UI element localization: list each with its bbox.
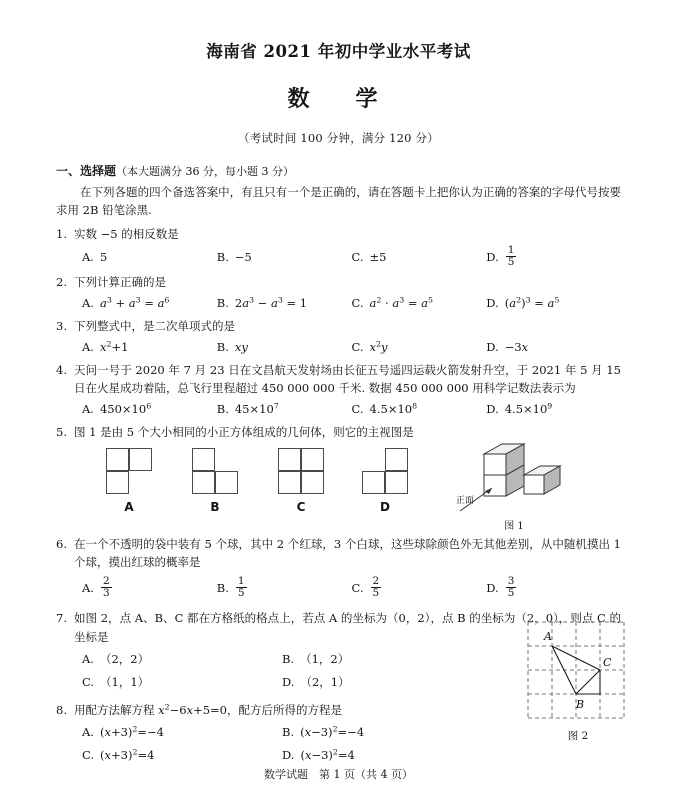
option-label: C. xyxy=(82,747,95,762)
option-value: −3x xyxy=(504,339,529,354)
section-instructions xyxy=(56,179,621,220)
question-5-figures xyxy=(56,444,621,534)
shape-cell xyxy=(215,471,238,494)
option-1-a[interactable] xyxy=(82,245,217,268)
question-6-options xyxy=(56,571,621,599)
option-value: $45\times 10^7$ xyxy=(234,401,279,416)
fraction-numerator: 2 xyxy=(102,575,110,588)
option-value: ±5 xyxy=(369,249,387,264)
option-6-b[interactable] xyxy=(217,576,352,599)
option-7-b[interactable] xyxy=(282,650,482,668)
question-3-options xyxy=(56,336,621,356)
option-2-a[interactable] xyxy=(82,294,217,312)
option-label: B. xyxy=(216,295,229,310)
subject-title: 数 学 xyxy=(287,86,390,112)
option-label: A. xyxy=(82,652,94,667)
shape-cell xyxy=(278,471,301,494)
question-7-text: 如图 2，点 A、B、C 都在方格纸的格点上，若点 A 的坐标为（0，2），点 B 的坐标为（2，0），则点 C 的坐标是 xyxy=(74,611,621,644)
option-value: $2a^3 - a^3 = 1$ xyxy=(234,295,308,310)
question-8-options-row-2 xyxy=(56,742,482,764)
option-8-b[interactable] xyxy=(282,723,482,741)
option-label: B. xyxy=(216,580,229,595)
option-value: （1，2） xyxy=(300,652,350,667)
option-label: B. xyxy=(216,339,229,354)
fraction-numerator: 1 xyxy=(507,244,515,257)
shape-cell xyxy=(192,471,215,494)
option-label: D. xyxy=(486,401,499,416)
fraction xyxy=(506,576,517,599)
option-4-c[interactable] xyxy=(352,400,487,418)
option-label: D. xyxy=(282,747,295,762)
question-2-number: 2. xyxy=(56,275,67,290)
option-6-c[interactable] xyxy=(352,576,487,599)
option-label: B. xyxy=(282,725,295,740)
option-label: D. xyxy=(282,674,295,689)
option-label: D. xyxy=(486,249,499,264)
fraction xyxy=(236,576,247,599)
instructions-text: 在下列各题的四个备选答案中，有且只有一个是正确的，请在答题卡上把你认为正确的答案的字母代号按要求用 2B 铅笔涂黑. xyxy=(56,184,621,218)
question-4-stem xyxy=(56,361,621,398)
option-value: $a^3 + a^3 = a^6$ xyxy=(99,295,170,310)
shape-cell xyxy=(106,471,129,494)
question-6-stem xyxy=(56,535,621,572)
question-3-stem xyxy=(56,317,621,335)
option-6-d[interactable] xyxy=(486,576,621,599)
option-value: $(x+3)^2=-4$ xyxy=(99,725,164,740)
option-label: A. xyxy=(82,580,94,595)
exam-note: （考试时间 100 分钟，满分 120 分） xyxy=(238,130,439,145)
option-label: A. xyxy=(82,295,94,310)
question-4-text: 天问一号于 2020 年 7 月 23 日在文昌航天发射场由长征五号遥四运载火箭发射升空，于 2021 年 5 月 15 日在火星成功着陆，总飞行里程超过 450 000 000 千米. 数据 450 000 000 用科学记数法表示为 xyxy=(74,363,621,396)
fraction-numerator: 2 xyxy=(372,575,380,588)
shape-option-a[interactable] xyxy=(106,448,152,517)
solid-figure-1 xyxy=(454,436,574,535)
option-label: A. xyxy=(82,725,94,740)
question-5 xyxy=(56,418,621,533)
shape-label-b: B xyxy=(210,499,220,514)
option-label: C. xyxy=(351,339,364,354)
option-value: （2，2） xyxy=(99,652,150,667)
option-label: B. xyxy=(216,401,229,416)
coordinate-grid-icon xyxy=(524,618,632,722)
question-5-text: 图 1 是由 5 个大小相同的小正方体组成的几何体，则它的主视图是 xyxy=(74,425,414,440)
question-7-options-row-2 xyxy=(56,669,482,691)
option-4-a[interactable] xyxy=(82,400,217,418)
option-label: C. xyxy=(351,249,364,264)
shape-label-d: D xyxy=(380,499,390,514)
figure-1-caption: 图 1 xyxy=(504,520,524,532)
option-value: $(x-3)^2=4$ xyxy=(300,747,355,762)
shape-option-b[interactable] xyxy=(192,448,238,517)
question-1 xyxy=(56,220,621,268)
question-5-number: 5. xyxy=(56,425,67,440)
fraction-denominator: 5 xyxy=(507,256,515,269)
option-value: −5 xyxy=(234,249,252,264)
option-value: $a^2 \cdot a^3 = a^5$ xyxy=(369,295,433,310)
option-label: B. xyxy=(282,652,295,667)
option-label: C. xyxy=(351,295,364,310)
option-label: A. xyxy=(82,339,94,354)
option-3-a[interactable] xyxy=(82,338,217,356)
option-6-a[interactable] xyxy=(82,576,217,599)
option-8-c[interactable] xyxy=(82,746,282,764)
exam-title: 海南省 2021 年初中学业水平考试 xyxy=(206,42,471,61)
question-7-number: 7. xyxy=(56,611,67,626)
fraction xyxy=(371,576,382,599)
question-6-text: 在一个不透明的袋中装有 5 个球，其中 2 个红球，3 个白球，这些球除颜色外无其他差别，从中随机摸出 1 个球，摸出红球的概率是 xyxy=(74,536,621,569)
option-value: $x^2+1$ xyxy=(99,339,129,354)
front-view-label: 正面 xyxy=(456,495,475,506)
option-1-d[interactable] xyxy=(486,245,621,268)
option-value: （2，1） xyxy=(300,674,350,689)
fraction xyxy=(506,245,517,268)
option-1-b[interactable] xyxy=(217,245,352,268)
option-3-d[interactable] xyxy=(486,338,621,356)
section-heading xyxy=(56,146,621,179)
option-8-d[interactable] xyxy=(282,746,482,764)
option-3-b[interactable] xyxy=(217,338,352,356)
fraction-denominator: 5 xyxy=(372,587,380,600)
figure-2-caption: 图 2 xyxy=(567,730,589,742)
shape-label-c: C xyxy=(296,499,306,514)
question-1-options xyxy=(56,243,621,268)
option-label: A. xyxy=(82,249,94,264)
question-8-options-row-1 xyxy=(56,719,482,741)
point-label-b: B xyxy=(576,698,585,711)
shape-cell xyxy=(129,448,152,471)
question-3 xyxy=(56,312,621,356)
section-meta: （本大题满分 36 分，每小题 3 分） xyxy=(116,164,294,178)
shape-cell xyxy=(278,448,301,471)
option-value: （1，1） xyxy=(100,674,150,689)
option-7-a[interactable] xyxy=(82,650,282,668)
question-2-options xyxy=(56,292,621,312)
shape-option-d[interactable] xyxy=(362,448,408,517)
option-label: A. xyxy=(82,401,94,416)
fraction-denominator: 3 xyxy=(102,587,110,600)
section-label: 一、选择题 xyxy=(56,163,117,178)
question-4 xyxy=(56,356,621,418)
option-4-d[interactable] xyxy=(486,400,621,418)
point-label-c: C xyxy=(603,656,612,669)
shape-cell xyxy=(385,448,408,471)
option-4-b[interactable] xyxy=(217,400,352,418)
option-value: $4.5\times 10^8$ xyxy=(369,401,418,416)
option-value: $4.5\times 10^9$ xyxy=(504,401,553,416)
page-footer: 数学试题 第 1 页（共 4 页） xyxy=(264,768,413,781)
shape-cell xyxy=(192,448,215,471)
question-1-stem xyxy=(56,225,621,243)
option-value: xy xyxy=(234,339,248,354)
option-value: $(a^2)^3 = a^5$ xyxy=(504,295,560,310)
question-1-number: 1. xyxy=(56,227,67,242)
shape-option-c[interactable] xyxy=(278,448,324,517)
shape-cell xyxy=(301,471,324,494)
question-4-number: 4. xyxy=(56,363,67,378)
fraction xyxy=(101,576,112,599)
option-label: B. xyxy=(216,249,229,264)
question-8-text: 用配方法解方程 $x^2-6x+5=0$，配方后所得的方程是 xyxy=(74,702,342,717)
option-3-c[interactable] xyxy=(352,338,487,356)
option-value: $(x-3)^2=-4$ xyxy=(300,725,365,740)
option-label: D. xyxy=(486,580,499,595)
question-1-text: 实数 −5 的相反数是 xyxy=(74,227,179,242)
option-2-b[interactable] xyxy=(217,294,352,312)
option-label: D. xyxy=(486,295,499,310)
option-8-a[interactable] xyxy=(82,723,282,741)
fraction-numerator: 1 xyxy=(237,575,245,588)
shape-cell xyxy=(106,448,129,471)
question-7-figure xyxy=(519,618,637,743)
question-2-text: 下列计算正确的是 xyxy=(74,275,166,290)
option-value: $x^2y$ xyxy=(369,339,388,354)
option-2-d[interactable] xyxy=(486,294,621,312)
option-label: C. xyxy=(351,401,364,416)
question-3-number: 3. xyxy=(56,319,67,334)
shape-cell xyxy=(301,448,324,471)
fraction-denominator: 5 xyxy=(507,587,515,600)
fraction-numerator: 3 xyxy=(507,575,515,588)
question-8-number: 8. xyxy=(56,702,67,717)
option-7-d[interactable] xyxy=(282,673,482,691)
question-2-stem xyxy=(56,273,621,291)
option-value: 5 xyxy=(99,249,108,264)
question-3-text: 下列整式中，是二次单项式的是 xyxy=(74,319,235,334)
option-2-c[interactable] xyxy=(352,294,487,312)
option-label: D. xyxy=(486,339,499,354)
option-1-c[interactable] xyxy=(352,245,487,268)
shape-cell xyxy=(362,471,385,494)
point-label-a: A xyxy=(544,630,552,643)
shape-cell xyxy=(385,471,408,494)
question-6 xyxy=(56,530,621,600)
option-label: C. xyxy=(82,674,95,689)
option-value: $450\times 10^6$ xyxy=(99,401,152,416)
question-7-options-row-1 xyxy=(56,646,482,668)
option-label: C. xyxy=(351,580,364,595)
question-6-number: 6. xyxy=(56,536,67,551)
shape-label-a: A xyxy=(124,499,134,514)
question-4-options xyxy=(56,398,621,418)
option-7-c[interactable] xyxy=(82,673,282,691)
option-value: $(x+3)^2=4$ xyxy=(100,747,155,762)
fraction-denominator: 5 xyxy=(237,587,245,600)
question-2 xyxy=(56,268,621,312)
